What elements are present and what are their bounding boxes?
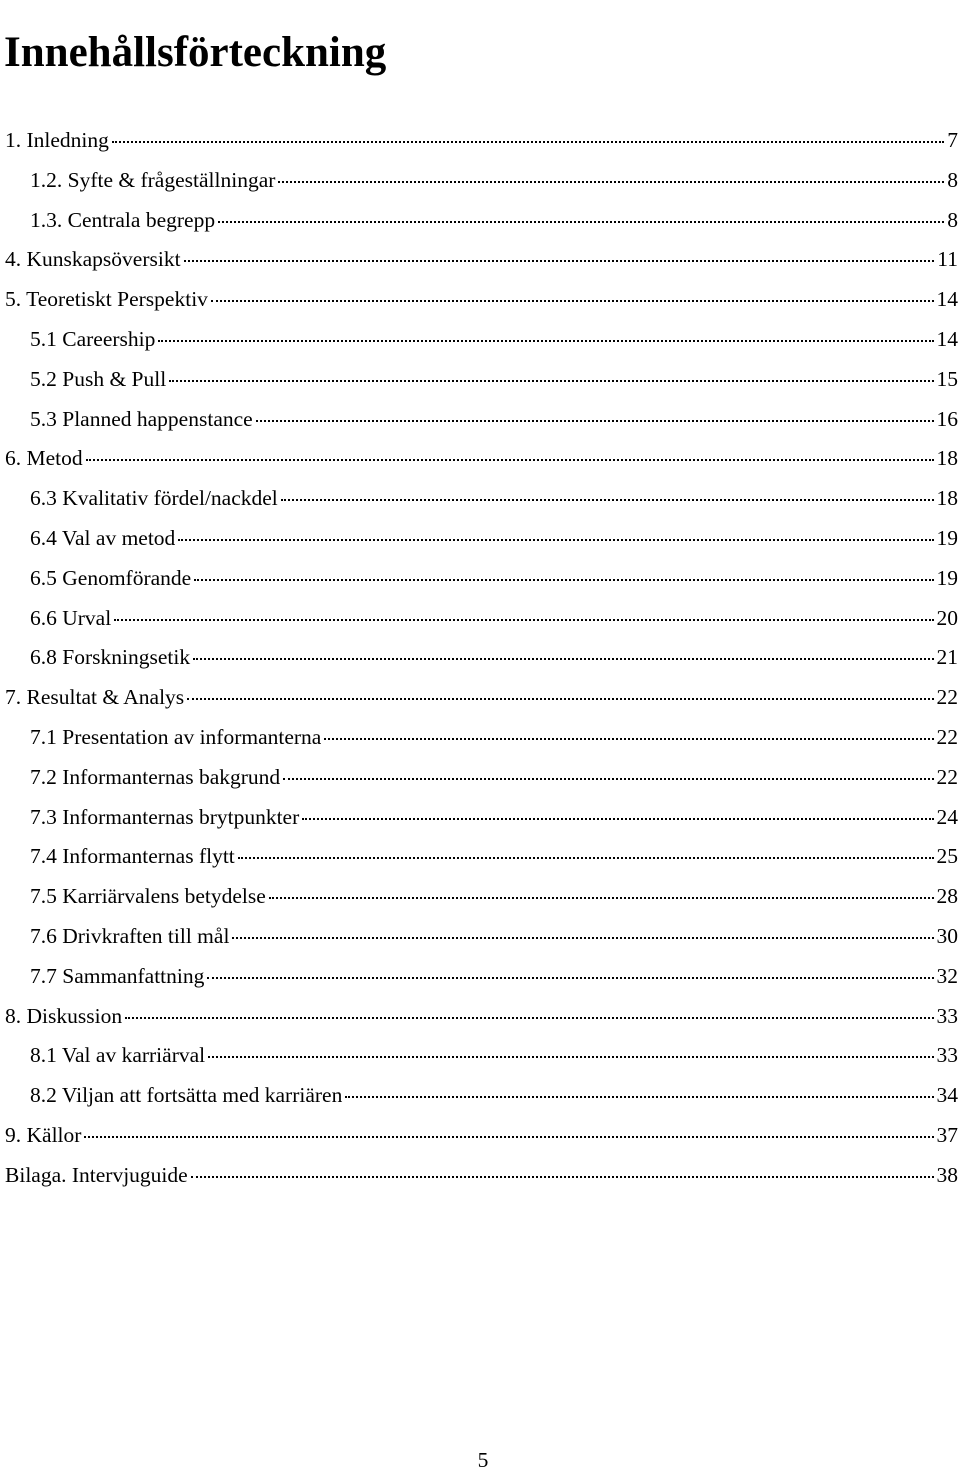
dot-leader [278, 181, 944, 183]
toc-entry-label: 6.6 Urval [30, 605, 112, 630]
toc-entry[interactable] [0, 1036, 960, 1076]
toc-entry-page: 7 [947, 128, 958, 152]
toc-entry-label: 1.3. Centrala begrepp [30, 207, 216, 232]
toc-entry-label: 7.4 Informanternas flytt [30, 844, 235, 869]
toc-entry-page: 14 [936, 287, 958, 312]
toc-entry-label: 1.2. Syfte & frågeställningar [30, 167, 276, 192]
toc-entry[interactable] [0, 758, 960, 798]
dot-leader [345, 1096, 933, 1098]
dot-leader [256, 420, 934, 422]
toc-entry-label: 5.2 Push & Pull [30, 366, 167, 391]
toc-entry-label: 7.7 Sammanfattning [30, 963, 205, 988]
toc-entry[interactable] [0, 997, 960, 1037]
dot-leader [169, 380, 933, 382]
toc-entry-label: 6.3 Kvalitativ fördel/nackdel [30, 486, 278, 511]
toc-entry[interactable] [0, 479, 960, 519]
toc-entry-label: 6.5 Genomförande [30, 565, 192, 590]
toc-entry-page: 33 [936, 1003, 958, 1028]
dot-leader [114, 619, 933, 621]
dot-leader [207, 977, 933, 979]
dot-leader [238, 857, 934, 859]
toc-entry-label: 6.8 Forskningsetik [30, 645, 191, 670]
toc-entry-page: 8 [947, 207, 958, 232]
toc-entry-page: 32 [936, 963, 958, 988]
toc-entry-page: 21 [936, 645, 958, 670]
toc-entry-page: 19 [936, 525, 958, 550]
toc-entry-page: 19 [936, 565, 958, 590]
toc-entry-label: 9. Källor [5, 1122, 82, 1147]
dot-leader [84, 1136, 933, 1138]
toc-entry[interactable] [0, 320, 960, 360]
dot-leader [191, 1176, 934, 1178]
dot-leader [86, 459, 934, 461]
dot-leader [178, 539, 933, 541]
toc-entry[interactable] [0, 161, 960, 201]
table-of-contents [0, 121, 960, 1196]
page-number: 5 [477, 1448, 489, 1472]
toc-entry-label: 6. Metod [5, 446, 83, 471]
toc-entry-label: 7.6 Drivkraften till mål [30, 923, 230, 948]
dot-leader [211, 300, 934, 302]
toc-entry-page: 14 [936, 326, 958, 351]
toc-entry-page: 15 [936, 366, 958, 391]
dot-leader [194, 579, 933, 581]
toc-entry[interactable] [0, 638, 960, 678]
toc-entry-label: 5.3 Planned happenstance [30, 406, 253, 431]
toc-entry-label: 8. Diskussion [5, 1003, 123, 1028]
toc-entry[interactable] [0, 599, 960, 639]
toc-entry-page: 18 [936, 446, 958, 471]
toc-entry-page: 30 [936, 923, 958, 948]
toc-entry-page: 24 [936, 804, 958, 829]
toc-entry-label: 7.1 Presentation av informanterna [30, 724, 322, 749]
toc-entry[interactable] [0, 280, 960, 320]
dot-leader [324, 738, 933, 740]
toc-entry-label: Bilaga. Intervjuguide [5, 1162, 188, 1187]
dot-leader [283, 778, 933, 780]
toc-entry[interactable] [0, 837, 960, 877]
toc-entry-page: 22 [936, 685, 958, 710]
toc-entry-page: 22 [936, 764, 958, 789]
toc-entry[interactable] [0, 400, 960, 440]
toc-entry[interactable] [0, 957, 960, 997]
toc-entry-page: 28 [936, 884, 958, 909]
dot-leader [302, 818, 933, 820]
toc-entry-label: 8.1 Val av karriärval [30, 1043, 206, 1068]
dot-leader [187, 698, 933, 700]
toc-entry-label: 7.3 Informanternas brytpunkter [30, 804, 300, 829]
toc-entry-label: 7.2 Informanternas bakgrund [30, 764, 281, 789]
dot-leader [112, 141, 944, 143]
toc-entry-page: 38 [936, 1162, 958, 1187]
toc-entry-page: 37 [936, 1122, 958, 1147]
toc-entry[interactable] [0, 798, 960, 838]
toc-entry-page: 8 [947, 167, 958, 192]
toc-entry[interactable] [0, 240, 960, 280]
toc-entry[interactable] [0, 519, 960, 559]
dot-leader [208, 1056, 933, 1058]
dot-leader [218, 221, 944, 223]
page-title: Innehållsförteckning [4, 28, 387, 76]
toc-entry-label: 7.5 Karriärvalens betydelse [30, 884, 266, 909]
toc-entry[interactable] [0, 1156, 960, 1196]
toc-entry[interactable] [0, 121, 960, 161]
toc-entry-page: 34 [936, 1083, 958, 1108]
toc-entry-label: 7. Resultat & Analys [5, 685, 185, 710]
toc-entry-label: 5.1 Careership [30, 326, 156, 351]
toc-entry-page: 25 [936, 844, 958, 869]
toc-entry-label: 8.2 Viljan att fortsätta med karriären [30, 1083, 343, 1108]
dot-leader [281, 499, 934, 501]
toc-entry-label: 4. Kunskapsöversikt [5, 247, 181, 272]
dot-leader [232, 937, 933, 939]
toc-entry-page: 16 [936, 406, 958, 431]
toc-entry-page: 20 [936, 605, 958, 630]
toc-entry-label: 5. Teoretiskt Perspektiv [5, 287, 208, 312]
dot-leader [158, 340, 933, 342]
toc-entry[interactable] [0, 1076, 960, 1116]
toc-entry-page: 11 [937, 247, 958, 272]
toc-entry[interactable] [0, 678, 960, 718]
toc-entry-label: 1. Inledning [5, 128, 109, 152]
toc-entry[interactable] [0, 360, 960, 400]
toc-entry-page: 18 [936, 486, 958, 511]
dot-leader [184, 260, 935, 262]
toc-entry[interactable] [0, 877, 960, 917]
toc-entry[interactable] [0, 917, 960, 957]
toc-entry[interactable] [0, 439, 960, 479]
dot-leader [193, 658, 933, 660]
toc-entry[interactable] [0, 1116, 960, 1156]
toc-entry-page: 22 [936, 724, 958, 749]
dot-leader [125, 1017, 933, 1019]
dot-leader [269, 897, 934, 899]
toc-entry[interactable] [0, 559, 960, 599]
toc-entry[interactable] [0, 201, 960, 241]
toc-entry-page: 33 [936, 1043, 958, 1068]
toc-entry[interactable] [0, 718, 960, 758]
toc-entry-label: 6.4 Val av metod [30, 525, 176, 550]
